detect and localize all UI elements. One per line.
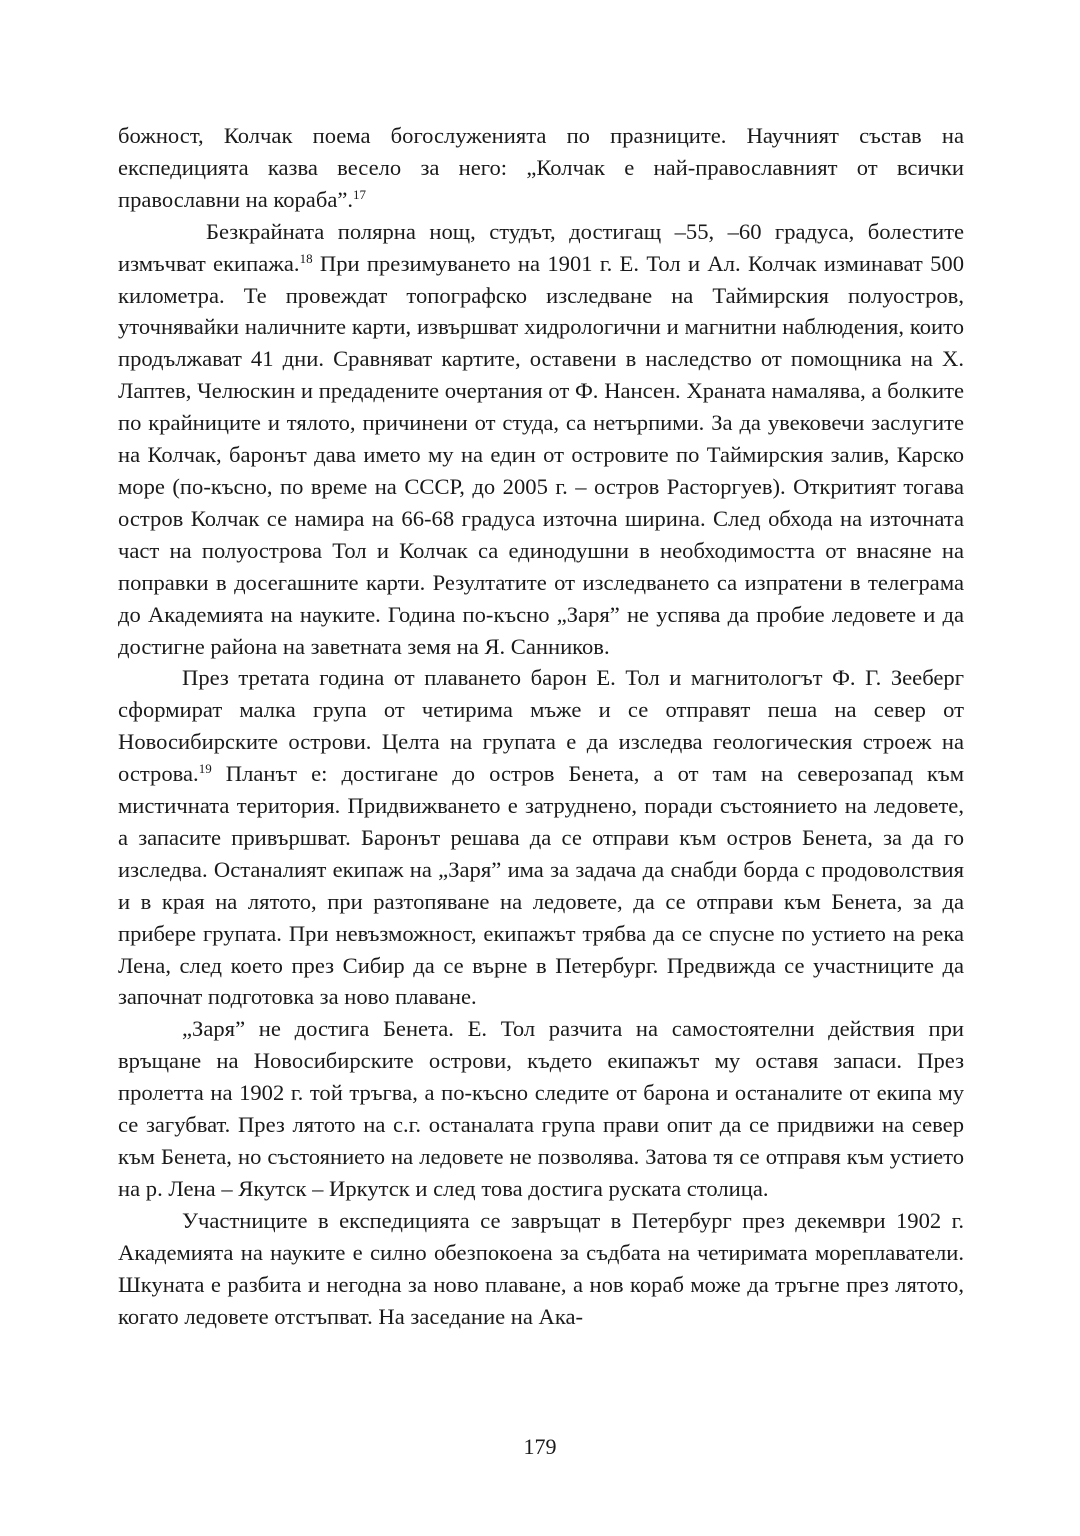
footnote-ref: 19 bbox=[198, 761, 212, 777]
paragraph-5 bbox=[118, 1205, 964, 1333]
footnote-ref: 17 bbox=[353, 186, 367, 202]
body-text bbox=[118, 120, 964, 1332]
page-number: 179 bbox=[523, 1434, 557, 1459]
paragraph-1 bbox=[118, 120, 964, 216]
footnote-ref: 18 bbox=[299, 250, 313, 266]
text-run: божност, Колчак поема богослуженията по празниците. Научният състав на експедицията казва весело за него: „Колчак е най-православният от всички православни на кораба”. bbox=[118, 123, 964, 212]
text-run: „Заря” не достига Бенета. Е. Тол разчита на самостоятелни действия при връщане на Новосибирските острови, където екипажът му оставя запаси. През пролетта на 1902 г. той тръгва, а по-късно следите от барона и останалите от екипа му се загубват. През лятото на с.г. останалата група прави опит да се придвижи на север към Бенета, но състоянието на ледовете не позволява. Затова тя се отправя към устието на р. Лена – Якутск – Иркутск и след това достига руската столица. bbox=[118, 1016, 964, 1201]
paragraph-4 bbox=[118, 1013, 964, 1204]
text-run: Планът е: достигане до остров Бенета, а от там на северозапад към мистичната територия. Придвижването е затруднено, поради състоянието на ледовете, а запасите привършват. Баронът решава да се отправи към остров Бенета, за да го изследва. Останалият екипаж на „Заря” има за задача да снабди борда с продоволствия и в края на лятото, при разтопяване на ледовете, да се отправи към Бенета, за да прибере групата. При невъзможност, екипажът трябва да се спусне по устието на река Лена, след което през Сибир да се върне в Петербург. Предвижда се участниците да започнат подготовка за ново плаване. bbox=[118, 761, 964, 1010]
text-run: Безкрайната полярна нощ, студът, достигащ –55, –60 градуса, болестите измъчват екипажа. bbox=[118, 218, 964, 276]
text-run: През третата година от плаването барон Е. Тол и магнитологът Ф. Г. Зееберг сформират малка група от четирима мъже и се отправят пеша на север от Новосибирските острови. Целта на групата е да изследва геологическия строеж на острова. bbox=[118, 665, 964, 787]
text-run: При презимуването на 1901 г. Е. Тол и Ал. Колчак изминават 500 километра. Те провеждат топографско изследване на Таймирския полуостров, уточнявайки наличните карти, извършват хидрологични и магнитни наблюдения, които продължават 41 дни. Сравняват картите, оставени в наследство от помощника на Х. Лаптев, Челюскин и предадените очертания от Ф. Нансен. Храната намалява, а болките по крайниците и тялото, причинени от студа, са нетърпими. За да увековечи заслугите на Колчак, баронът дава името му на един от островите по Таймирския залив, Карско море (по-късно, по време на СССР, до 2005 г. – остров Расторгуев). Откритият тогава остров Колчак се намира на 66-68 градуса източна ширина. След обхода на източната част на полуострова Тол и Колчак са единодушни в необходимостта от внасяне на поправки в досегашните карти. Резултатите от изследването са изпратени в телеграма до Академията на науките. Година по-късно „Заря” не успява да пробие ледовете и да достигне района на заветната земя на Я. Санников. bbox=[118, 250, 964, 659]
paragraph-3 bbox=[118, 662, 964, 1013]
paragraph-2 bbox=[118, 216, 964, 663]
text-run: Участниците в експедицията се завръщат в Петербург през декември 1902 г. Академията на науките е силно обезпокоена за съдбата на четиримата мореплаватели. Шкуната е разбита и негодна за ново плаване, а нов кораб може да тръгне през лятото, когато ледовете отстъпват. На заседание на Ака- bbox=[118, 1207, 964, 1329]
